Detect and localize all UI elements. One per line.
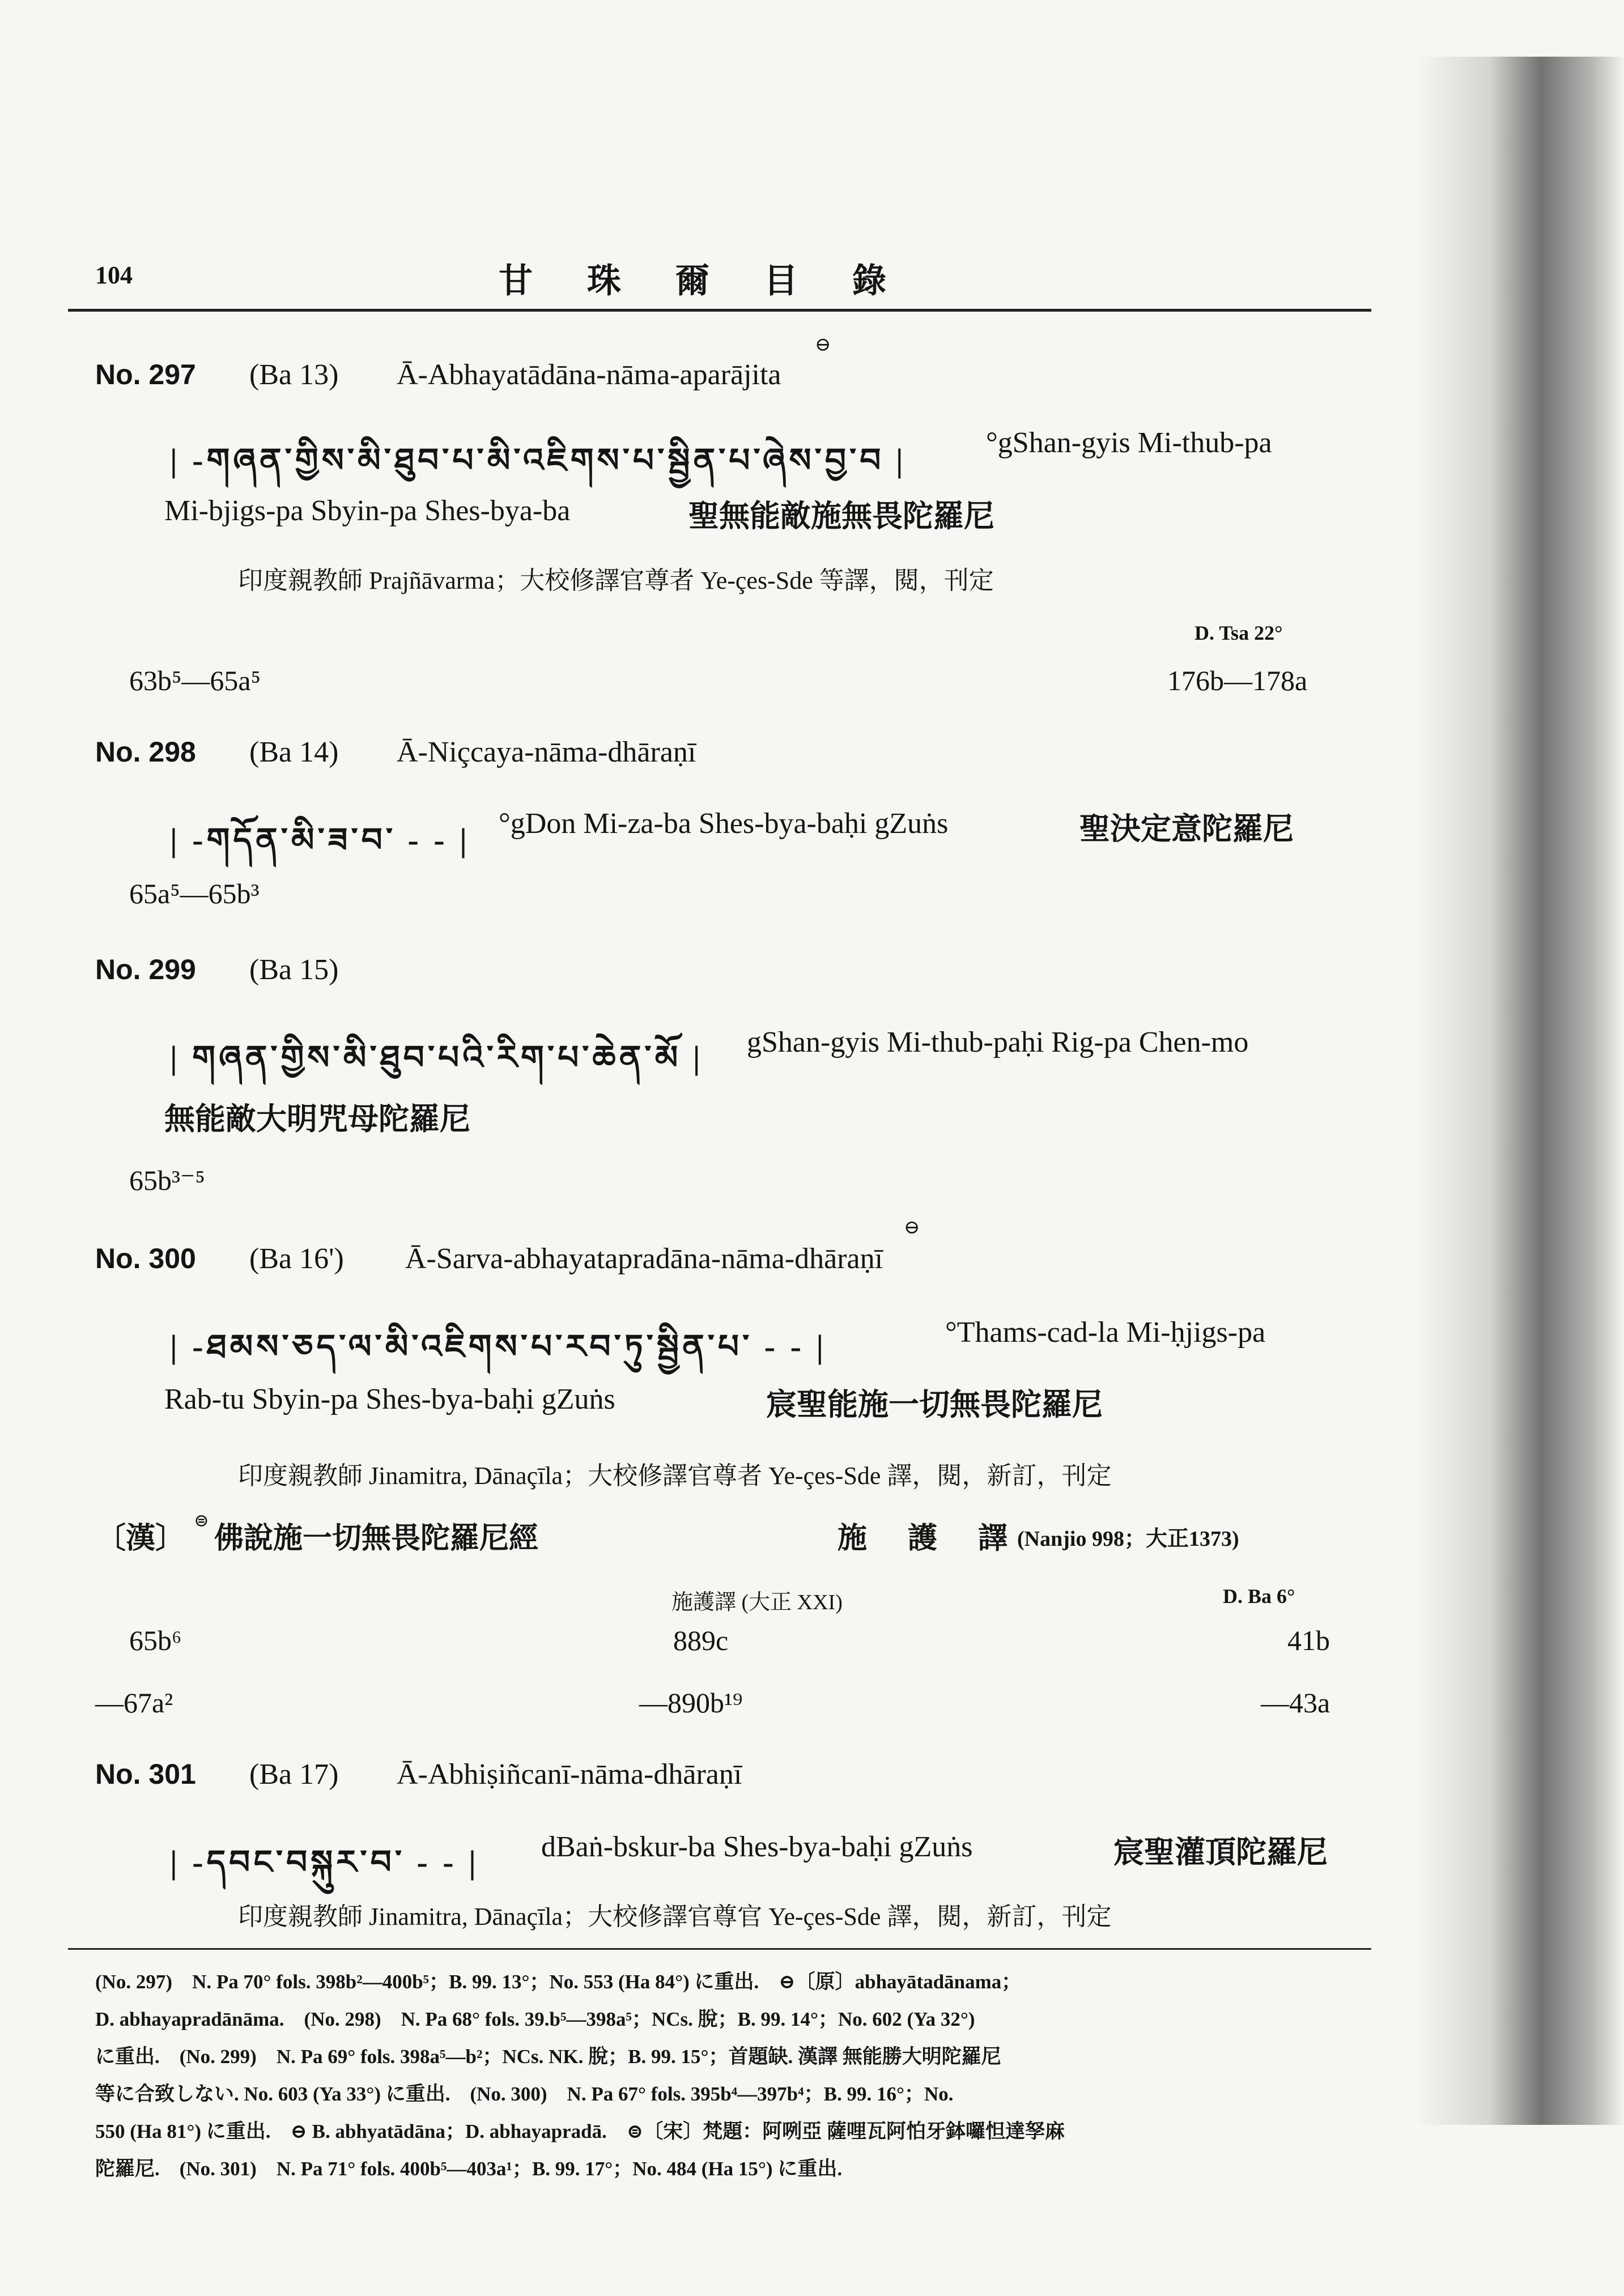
entry-300-han-translator: 施 護 譯 [837,1521,1014,1555]
footnote-line: に重出. (No. 299) N. Pa 69° fols. 398a⁵—b²；NCs. NK. 脫；B. 99. 15°；首題缺. 漢譯 無能勝大明陀羅尼 [95,2046,1001,2068]
entry-300-translators: 印度親教師 Jinamitra, Dānaçīla；大校修譯官尊者 Ye-çes-Sde 譯，閱，新訂，刊定 [238,1462,1112,1490]
entry-297-sanskrit-title: Ā-Abhayatādāna-nāma-aparājita [397,359,781,391]
entry-297-note-mark: ⊖ [815,334,831,355]
footnote-rule [68,1948,1371,1950]
entry-298-transliteration: °gDon Mi-za-ba Shes-bya-baḥi gZuṅs [499,807,949,840]
entry-298-number: No. 298 [95,736,196,768]
entry-301-sanskrit-title: Ā-Abhiṣiñcanī-nāma-dhāraṇī [397,1758,742,1791]
entry-298-folio-left: 65a⁵—65b³ [129,878,260,909]
footnote-line: 等に合致しない. No. 603 (Ya 33°) に重出. (No. 300) N. Pa 67° fols. 395b⁴—397b⁴；B. 99. 16°；No. [95,2083,954,2105]
entry-299-transliteration: gShan-gyis Mi-thub-paḥi Rig-pa Chen-mo [747,1026,1249,1058]
running-title: 甘 珠 爾 目 錄 [499,261,896,301]
footnote-line: D. abhayapradānāma. (No. 298) N. Pa 68° fols. 39.b⁵—398a⁵；NCs. 脫；B. 99. 14°；No. 602 (Ya 32°) [95,2008,975,2030]
entry-300-han-reference: (Nanjio 998；大正1373) [1017,1527,1239,1551]
entry-298-chinese-title: 聖決定意陀羅尼 [1079,811,1294,847]
entry-299-folio-left: 65b³⁻⁵ [129,1164,205,1196]
entry-299-chinese-title: 無能敵大明咒母陀羅尼 [164,1101,470,1137]
footnote-line: 550 (Ha 81°) に重出. ⊖ B. abhyatādāna；D. abhayapradā. ⊜〔宋〕梵題：阿咧亞 薩哩瓦阿怕牙鉢囉怛達孥麻 [95,2120,1065,2142]
entry-297-translators: 印度親教師 Prajñāvarma；大校修譯官尊者 Ye-çes-Sde 等譯，閱，刊定 [238,567,994,594]
entry-300-folio-left-2: —67a² [95,1687,173,1719]
entry-300-han-title: 佛說施一切無畏陀羅尼經 [214,1521,539,1555]
entry-301-tibetan-title: | -དབང་བསྐུར་བ་ - - | [170,1844,479,1881]
footnote-line: (No. 297) N. Pa 70° fols. 398b²—400b⁵；B. 99. 13°；No. 553 (Ha 84°) に重出. ⊖〔原〕abhayātadānama； [95,1971,1022,1993]
entry-300-transliteration-1: °Thams-cad-la Mi-ḥjigs-pa [945,1316,1266,1349]
entry-301-translators: 印度親教師 Jinamitra, Dānaçīla；大校修譯官尊官 Ye-çes-Sde 譯，閱，新訂，刊定 [238,1903,1112,1931]
entry-297-tibetan-title: | -གཞན་གྱིས་མི་ཐུབ་པ་མི་འཇིགས་པ་སྦྱིན་པ་ཞེས་བྱ་བ | [170,442,907,479]
scan-margin-shadow [1417,57,1624,2125]
page-number: 104 [95,261,133,289]
entry-301-number: No. 301 [95,1758,196,1790]
entry-300-tibetan-title: | -ཐམས་ཅད་ལ་མི་འཇིགས་པ་རབ་ཏུ་སྦྱིན་པ་ - - | [170,1328,827,1365]
entry-300-folio-left-1: 65b⁶ [129,1625,182,1656]
entry-297-derge-ref: D. Tsa 22° [1194,622,1283,644]
entry-300-transliteration-2: Rab-tu Sbyin-pa Shes-bya-baḥi gZuṅs [164,1383,615,1415]
entry-301-transliteration: dBaṅ-bskur-ba Shes-bya-baḥi gZuṅs [541,1831,973,1863]
entry-301-chinese-title: 宸聖灌頂陀羅尼 [1113,1834,1328,1870]
entry-297-number: No. 297 [95,359,196,390]
entry-299-tibetan-title: | གཞན་གྱིས་མི་ཐུབ་པའི་རིག་པ་ཆེན་མོ | [170,1039,704,1076]
entry-300-derge-ref: D. Ba 6° [1223,1585,1295,1608]
entry-298-ba: (Ba 14) [249,736,339,768]
entry-297-transliteration-1: °gShan-gyis Mi-thub-pa [986,427,1272,459]
entry-300-sanskrit-title: Ā-Sarva-abhayatapradāna-nāma-dhāraṇī [405,1243,883,1275]
entry-300-han-label: 〔漢〕 [96,1521,185,1555]
entry-300-derge-1: 41b [1287,1625,1330,1656]
entry-297-folio-right: 176b—178a [1167,665,1308,696]
entry-299-number: No. 299 [95,954,196,985]
entry-300-note-mark: ⊖ [904,1217,920,1238]
entry-300-chinese-title: 宸聖能施一切無畏陀羅尼 [766,1387,1103,1422]
entry-300-ba: (Ba 16') [249,1243,344,1275]
entry-301-ba: (Ba 17) [249,1758,339,1791]
entry-300-taisho-2: —890b¹⁹ [639,1687,743,1719]
entry-297-transliteration-2: Mi-bjigs-pa Sbyin-pa Shes-bya-ba [164,495,571,527]
footnote-line: 陀羅尼. (No. 301) N. Pa 71° fols. 400b⁵—403a¹；B. 99. 17°；No. 484 (Ha 15°) に重出. [95,2158,843,2180]
entry-297-ba: (Ba 13) [249,359,339,391]
entry-300-taisho-label: 施護譯 (大正 XXI) [671,1591,843,1614]
entry-298-tibetan-title: | -གདོན་མི་ཟ་བ་ - - | [170,822,470,858]
entry-300-han-note-mark: ⊜ [194,1510,209,1530]
entry-297-folio-left: 63b⁵—65a⁵ [129,665,261,696]
entry-300-taisho-1: 889c [673,1625,729,1656]
entry-298-sanskrit-title: Ā-Niçcaya-nāma-dhāraṇī [397,736,696,768]
entry-297-chinese-title: 聖無能敵施無畏陀羅尼 [688,498,994,534]
header-rule [68,309,1371,312]
entry-300-derge-2: —43a [1261,1687,1330,1719]
entry-300-number: No. 300 [95,1243,196,1274]
entry-299-ba: (Ba 15) [249,954,339,986]
